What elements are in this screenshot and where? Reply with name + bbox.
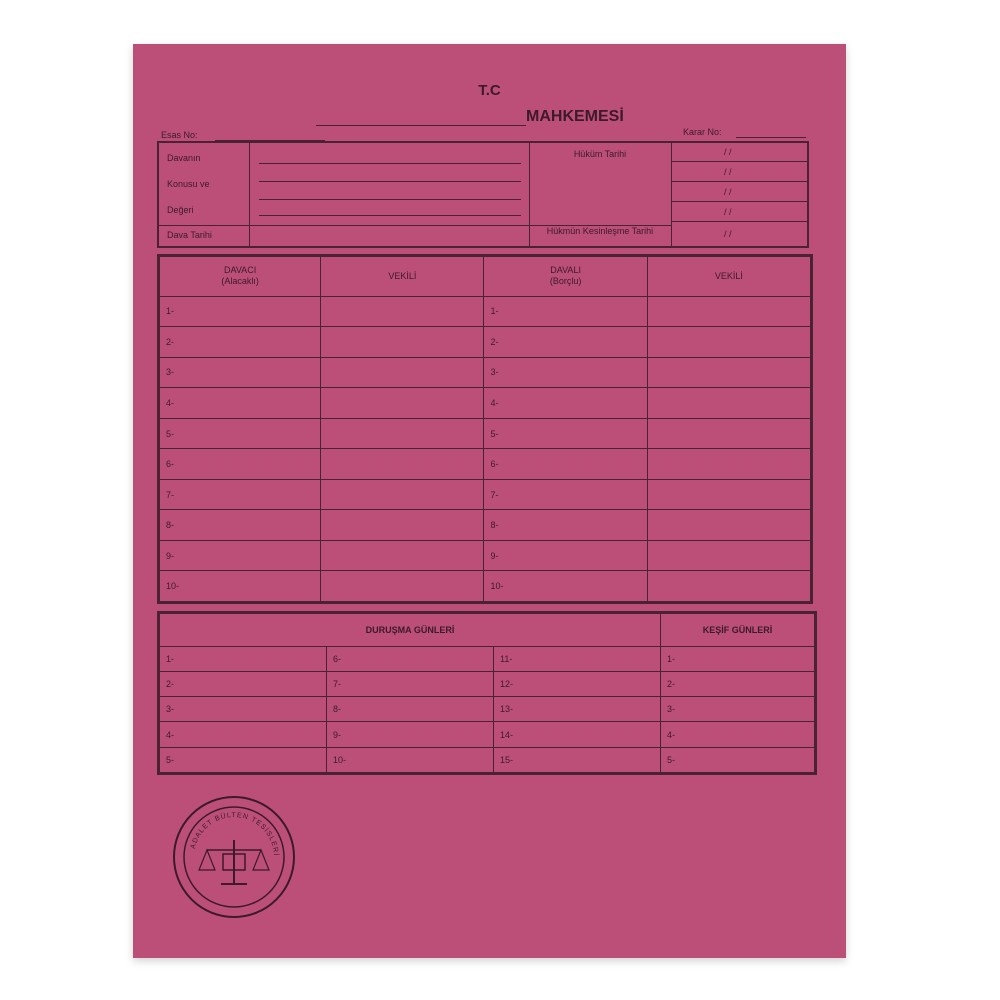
vekili-header-1: VEKİLİ — [321, 257, 484, 297]
case-label-1: Davanın — [167, 153, 201, 163]
party-row: 4- 4- — [160, 388, 811, 419]
tc-title: T.C — [478, 82, 501, 99]
kesif-header: KEŞİF GÜNLERİ — [661, 614, 815, 647]
case-label-2: Konusu ve — [167, 179, 210, 189]
party-row: 3- 3- — [160, 357, 811, 388]
file-cover — [133, 44, 846, 958]
party-row: 8- 8- — [160, 510, 811, 541]
party-row: 6- 6- — [160, 449, 811, 480]
party-row: 1- 1- — [160, 296, 811, 327]
court-title: MAHKEMESİ — [526, 108, 624, 125]
court-name-line — [316, 125, 526, 126]
date-mark-5: / / — [724, 229, 732, 239]
justice-seal — [169, 792, 299, 922]
hukum-tarihi-label: Hüküm Tarihi — [573, 149, 627, 159]
parties-table-frame — [157, 254, 813, 604]
scales-of-justice-icon — [169, 792, 299, 922]
date-mark-4: / / — [724, 207, 732, 217]
date-mark-2: / / — [724, 167, 732, 177]
party-row: 9- 9- — [160, 540, 811, 571]
davaci-header: DAVACI (Alacaklı) — [160, 257, 321, 297]
hearing-row: 3- 8- 13- 3- — [160, 697, 815, 722]
party-row: 5- 5- — [160, 418, 811, 449]
hearing-row: 2- 7- 12- 2- — [160, 671, 815, 696]
case-label-3: Değeri — [167, 205, 194, 215]
hearings-table — [159, 613, 815, 773]
hearing-row: 1- 6- 11- 1- — [160, 646, 815, 671]
esas-no-label: Esas No: — [161, 130, 198, 140]
hearing-row: 4- 9- 14- 4- — [160, 722, 815, 747]
seal-text: ADALET BÜLTEN TESİSLERİ — [189, 811, 280, 857]
hearings-table-frame — [157, 611, 817, 775]
parties-table — [159, 256, 811, 602]
hearing-row: 5- 10- 15- 5- — [160, 747, 815, 772]
party-row: 2- 2- — [160, 327, 811, 358]
case-info-box — [157, 141, 809, 248]
vekili-header-2: VEKİLİ — [647, 257, 810, 297]
party-row: 7- 7- — [160, 479, 811, 510]
date-mark-3: / / — [724, 187, 732, 197]
davali-header: DAVALI (Borçlu) — [484, 257, 647, 297]
kesinlesme-label: Hükmün Kesinleşme Tarihi — [546, 226, 654, 236]
karar-no-line — [736, 137, 806, 138]
party-row: 10- 10- — [160, 571, 811, 602]
case-label-4: Dava Tarihi — [167, 230, 212, 240]
durusma-header: DURUŞMA GÜNLERİ — [160, 614, 661, 647]
karar-no-label: Karar No: — [683, 127, 722, 137]
date-mark-1: / / — [724, 147, 732, 157]
